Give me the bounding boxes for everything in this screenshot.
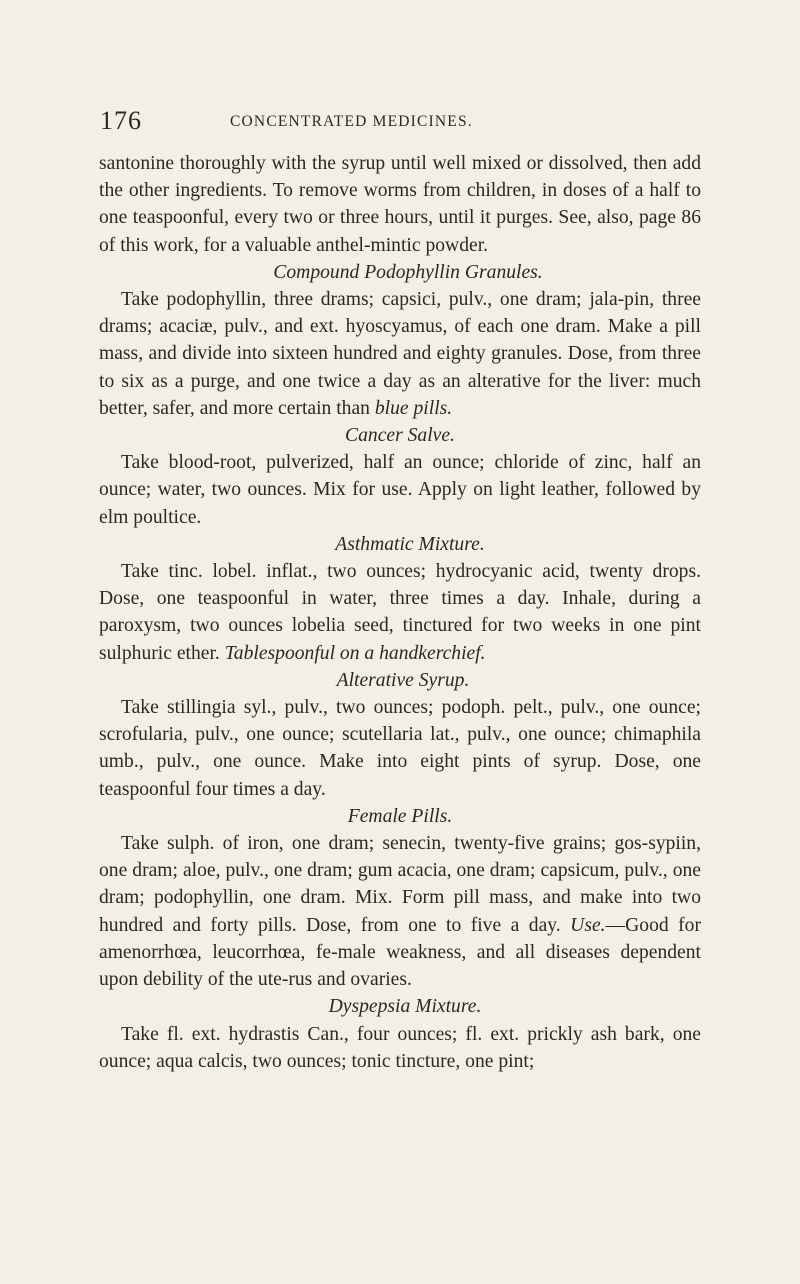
- section-heading-female-pills: Female Pills.: [347, 805, 453, 827]
- recipe-paragraph-dyspepsia-mixture: [99, 1021, 701, 1075]
- recipe-paragraph-asthmatic-mixture: [99, 558, 701, 667]
- intro-paragraph: santonine thoroughly with the syrup until well mixed or dissolved, then add the other ingredients. To remove worms from children, in doses of a half to one teaspoonful, every two or three hours, until it purges. See, also, page 86 of this work, for a valuable anthel-mintic powder.: [99, 153, 701, 256]
- recipe-paragraph-alterative-syrup: [99, 694, 701, 803]
- recipe-paragraph-female-pills: [99, 830, 701, 993]
- running-title: CONCENTRATED MEDICINES.: [230, 113, 473, 130]
- recipe-text-after: —Good for amenorrhœa, leucorrhœa, fe-male weakness, and all diseases dependent upon debility of the ute-rus and ovaries.: [99, 914, 701, 991]
- recipe-paragraph-cancer-salve: [99, 449, 701, 531]
- section-heading-alterative-syrup: Alterative Syrup.: [336, 669, 470, 691]
- recipe-emphasis: Use.: [570, 914, 606, 936]
- recipe-text: Take stillingia syl., pulv., two ounces; podoph. pelt., pulv., one ounce; scrofularia, pulv., one ounce; scutellaria lat., pulv., one ounce; chimaphila umb., pulv., one ounce. Make into eight pints of syrup. Dose, one teaspoonful four times a day.: [99, 697, 701, 800]
- recipe-emphasis: Tablespoonful on a handkerchief.: [224, 642, 486, 664]
- recipe-text: Take fl. ext. hydrastis Can., four ounces; fl. ext. prickly ash bark, one ounce; aqua calcis, two ounces; tonic tincture, one pint;: [99, 1023, 701, 1072]
- running-head: [100, 106, 700, 136]
- recipe-text: Take blood-root, pulverized, half an ounce; chloride of zinc, half an ounce; water, two ounces. Mix for use. Apply on light leather, followed by elm poultice.: [99, 452, 701, 528]
- recipe-paragraph-compound-podophyllin-granules: [99, 286, 701, 422]
- recipe-text: Take tinc. lobel. inflat., two ounces; hydrocyanic acid, twenty drops. Dose, one teaspoonful in water, three times a day. Inhale, during a paroxysm, two ounces lobelia seed, tinctured for two weeks in one pint sulphuric ether.: [99, 561, 701, 664]
- section-heading-compound-podophyllin-granules: Compound Podophyllin Granules.: [273, 261, 543, 283]
- section-heading-asthmatic-mixture: Asthmatic Mixture.: [335, 533, 485, 555]
- section-heading-dyspepsia-mixture: Dyspepsia Mixture.: [328, 996, 482, 1018]
- recipe-text: Take sulph. of iron, one dram; senecin, twenty-five grains; gos-sypiin, one dram; aloe, pulv., one dram; gum acacia, one dram; capsicum, pulv., one dram; podophyllin, one dram. Mix. Form pill mass, and make into two hundred and forty pills. Dose, from one to five a day.: [99, 833, 701, 936]
- body-text: [99, 150, 701, 1075]
- page-number: 176: [100, 106, 142, 135]
- recipe-text: Take podophyllin, three drams; capsici, pulv., one dram; jala-pin, three drams; acaciæ, pulv., and ext. hyoscyamus, of each one dram. Make a pill mass, and divide into sixteen hundred and eighty granules. Dose, from three to six as a purge, and one twice a day as an alterative for the liver: much better, safer, and more certain than: [99, 289, 701, 419]
- section-heading-cancer-salve: Cancer Salve.: [345, 425, 455, 447]
- recipe-emphasis: blue pills.: [374, 397, 453, 419]
